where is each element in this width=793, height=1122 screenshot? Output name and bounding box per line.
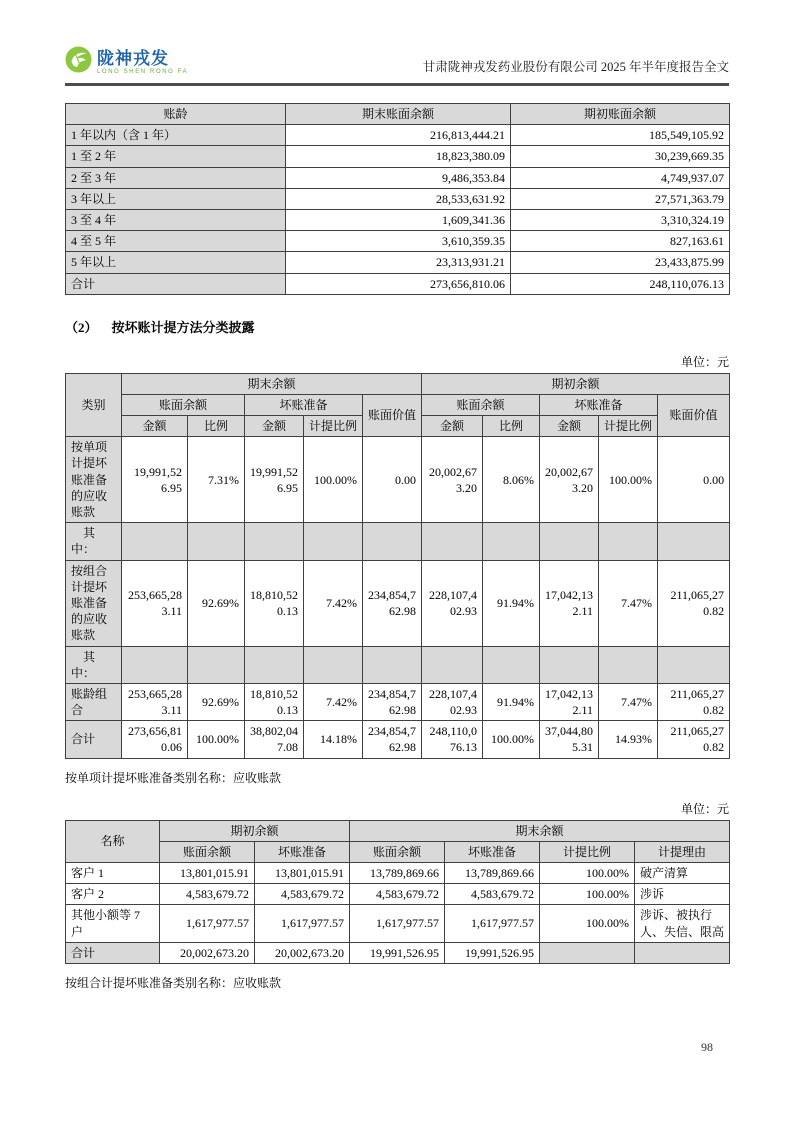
note-individual: 按单项计提坏账准备类别名称：应收账款 xyxy=(65,770,282,785)
method-table-body xyxy=(66,437,730,758)
row-label-cell: 合计 xyxy=(66,273,286,294)
column-header: 期末余额 xyxy=(350,820,730,841)
column-header: 期初账面余额 xyxy=(511,104,730,125)
column-header: 计提比例 xyxy=(540,841,635,862)
value-cell: 253,665,283.11 xyxy=(122,560,188,646)
value-cell xyxy=(122,523,188,560)
value-cell: 19,991,526.95 xyxy=(122,437,188,523)
value-cell: 234,854,762.98 xyxy=(363,721,422,758)
column-header: 账面价值 xyxy=(363,394,422,436)
row-label-cell: 其中： xyxy=(66,646,122,683)
column-header: 计提理由 xyxy=(635,841,730,862)
column-header: 账面余额 xyxy=(350,841,445,862)
column-header: 坏账准备 xyxy=(540,394,658,415)
value-cell: 涉诉 xyxy=(635,884,730,905)
column-header: 期初余额 xyxy=(160,820,350,841)
row-label-cell: 3 年以上 xyxy=(66,188,286,209)
column-header: 类别 xyxy=(66,373,122,437)
value-cell xyxy=(304,523,363,560)
table-row xyxy=(66,942,730,963)
value-cell: 91.94% xyxy=(483,560,540,646)
column-header: 账面余额 xyxy=(422,394,540,415)
aging-table-header xyxy=(66,104,730,125)
table-row xyxy=(66,905,730,942)
section-heading xyxy=(65,317,729,336)
value-cell: 273,656,810.06 xyxy=(122,721,188,758)
table-row xyxy=(66,273,730,294)
column-header: 期初余额 xyxy=(422,373,730,394)
row-label-cell: 5 年以上 xyxy=(66,252,286,273)
table-header-row xyxy=(66,394,730,415)
value-cell xyxy=(483,523,540,560)
individual-table-body xyxy=(66,863,730,964)
value-cell: 253,665,283.11 xyxy=(122,683,188,720)
value-cell: 破产清算 xyxy=(635,863,730,884)
column-header: 账面余额 xyxy=(160,841,255,862)
column-header: 名称 xyxy=(66,820,160,862)
value-cell xyxy=(363,523,422,560)
column-header: 期末余额 xyxy=(122,373,422,394)
aging-table-body xyxy=(66,125,730,295)
value-cell: 100.00% xyxy=(483,721,540,758)
column-header: 金额 xyxy=(122,416,188,437)
table-header-row xyxy=(66,820,730,841)
value-cell xyxy=(422,646,483,683)
table-row xyxy=(66,683,730,720)
value-cell: 9,486,353.84 xyxy=(286,167,511,188)
value-cell: 8.06% xyxy=(483,437,540,523)
value-cell: 100.00% xyxy=(188,721,245,758)
value-cell xyxy=(658,646,730,683)
value-cell: 38,802,047.08 xyxy=(245,721,304,758)
value-cell: 827,163.61 xyxy=(511,231,730,252)
value-cell: 4,583,679.72 xyxy=(445,884,540,905)
table-row xyxy=(66,209,730,230)
value-cell: 20,002,673.20 xyxy=(540,437,599,523)
value-cell: 28,533,631.92 xyxy=(286,188,511,209)
table-row xyxy=(66,167,730,188)
value-cell: 13,789,869.66 xyxy=(350,863,445,884)
value-cell: 17,042,132.11 xyxy=(540,683,599,720)
value-cell: 涉诉、被执行人、失信、限高 xyxy=(635,905,730,942)
value-cell: 248,110,076.13 xyxy=(422,721,483,758)
row-label-cell: 合计 xyxy=(66,721,122,758)
value-cell: 3,310,324.19 xyxy=(511,209,730,230)
value-cell: 7.47% xyxy=(599,560,658,646)
row-label-cell: 1 年以内（含 1 年） xyxy=(66,125,286,146)
value-cell: 4,583,679.72 xyxy=(160,884,255,905)
table-header-row xyxy=(66,373,730,394)
table-row xyxy=(66,884,730,905)
value-cell xyxy=(599,646,658,683)
method-table xyxy=(65,373,730,759)
value-cell: 23,313,931.21 xyxy=(286,252,511,273)
column-header: 账龄 xyxy=(66,104,286,125)
row-label-cell: 按组合计提坏账准备的应收账款 xyxy=(66,560,122,646)
row-label-cell: 客户 2 xyxy=(66,884,160,905)
column-header: 坏账准备 xyxy=(445,841,540,862)
value-cell: 18,810,520.13 xyxy=(245,560,304,646)
row-label-cell: 2 至 3 年 xyxy=(66,167,286,188)
value-cell: 13,789,869.66 xyxy=(445,863,540,884)
value-cell: 100.00% xyxy=(540,905,635,942)
value-cell: 100.00% xyxy=(540,863,635,884)
value-cell: 273,656,810.06 xyxy=(286,273,511,294)
value-cell: 92.69% xyxy=(188,683,245,720)
value-cell: 7.31% xyxy=(188,437,245,523)
column-header: 比例 xyxy=(483,416,540,437)
value-cell: 100.00% xyxy=(540,884,635,905)
note-portfolio: 按组合计提坏账准备类别名称：应收账款 xyxy=(65,975,282,990)
row-label-cell: 4 至 5 年 xyxy=(66,231,286,252)
value-cell xyxy=(188,523,245,560)
value-cell: 1,617,977.57 xyxy=(445,905,540,942)
table-row xyxy=(66,560,730,646)
row-label-cell: 按单项计提坏账准备的应收账款 xyxy=(66,437,122,523)
page-number: 98 xyxy=(701,1040,713,1054)
value-cell: 228,107,402.93 xyxy=(422,683,483,720)
value-cell xyxy=(540,942,635,963)
value-cell: 1,609,341.36 xyxy=(286,209,511,230)
value-cell: 20,002,673.20 xyxy=(255,942,350,963)
value-cell: 211,065,270.82 xyxy=(658,721,730,758)
table-row xyxy=(66,437,730,523)
column-header: 账面余额 xyxy=(122,394,245,415)
value-cell: 20,002,673.20 xyxy=(422,437,483,523)
value-cell xyxy=(245,523,304,560)
unit-label: 单位：元 xyxy=(680,354,729,369)
value-cell: 0.00 xyxy=(363,437,422,523)
value-cell: 211,065,270.82 xyxy=(658,560,730,646)
company-logo xyxy=(65,46,188,78)
logo-brand-en: LONG SHEN RONG FA xyxy=(97,68,189,75)
value-cell xyxy=(122,646,188,683)
value-cell: 7.42% xyxy=(304,560,363,646)
value-cell: 18,823,380.09 xyxy=(286,146,511,167)
value-cell: 92.69% xyxy=(188,560,245,646)
row-label-cell: 3 至 4 年 xyxy=(66,209,286,230)
value-cell: 185,549,105.92 xyxy=(511,125,730,146)
table-row xyxy=(66,125,730,146)
value-cell xyxy=(188,646,245,683)
table-header-row xyxy=(66,104,730,125)
row-label-cell: 1 至 2 年 xyxy=(66,146,286,167)
column-header: 金额 xyxy=(422,416,483,437)
value-cell: 30,239,669.35 xyxy=(511,146,730,167)
row-label-cell: 账龄组合 xyxy=(66,683,122,720)
row-label-cell: 合计 xyxy=(66,942,160,963)
value-cell: 234,854,762.98 xyxy=(363,683,422,720)
value-cell xyxy=(635,942,730,963)
value-cell: 13,801,015.91 xyxy=(255,863,350,884)
value-cell: 17,042,132.11 xyxy=(540,560,599,646)
table-row xyxy=(66,188,730,209)
value-cell: 7.42% xyxy=(304,683,363,720)
value-cell: 3,610,359.35 xyxy=(286,231,511,252)
value-cell: 228,107,402.93 xyxy=(422,560,483,646)
value-cell xyxy=(658,523,730,560)
value-cell: 4,583,679.72 xyxy=(350,884,445,905)
table-row xyxy=(66,721,730,758)
value-cell: 19,991,526.95 xyxy=(350,942,445,963)
section-number: （2） xyxy=(65,319,98,335)
column-header: 比例 xyxy=(188,416,245,437)
column-header: 坏账准备 xyxy=(245,394,363,415)
row-label-cell: 其中： xyxy=(66,523,122,560)
individual-table-header xyxy=(66,820,730,862)
logo-circle-icon xyxy=(65,46,92,78)
table-row xyxy=(66,146,730,167)
section-title: 按坏账计提方法分类披露 xyxy=(111,319,255,335)
logo-text xyxy=(97,50,188,75)
method-table-header xyxy=(66,373,730,437)
logo-brand-cn: 陇神戎发 xyxy=(97,48,169,68)
unit-label: 单位：元 xyxy=(680,801,729,816)
individual-table xyxy=(65,820,730,964)
value-cell xyxy=(540,646,599,683)
value-cell: 19,991,526.95 xyxy=(245,437,304,523)
value-cell: 7.47% xyxy=(599,683,658,720)
value-cell: 234,854,762.98 xyxy=(363,560,422,646)
value-cell: 211,065,270.82 xyxy=(658,683,730,720)
value-cell: 91.94% xyxy=(483,683,540,720)
value-cell: 248,110,076.13 xyxy=(511,273,730,294)
value-cell: 23,433,875.99 xyxy=(511,252,730,273)
column-header: 计提比例 xyxy=(304,416,363,437)
header-divider xyxy=(65,83,729,86)
value-cell xyxy=(245,646,304,683)
value-cell: 4,583,679.72 xyxy=(255,884,350,905)
value-cell: 20,002,673.20 xyxy=(160,942,255,963)
aging-table xyxy=(65,103,730,295)
column-header: 账面价值 xyxy=(658,394,730,436)
value-cell: 0.00 xyxy=(658,437,730,523)
table-row xyxy=(66,863,730,884)
value-cell: 27,571,363.79 xyxy=(511,188,730,209)
value-cell xyxy=(599,523,658,560)
table-row xyxy=(66,252,730,273)
table-row xyxy=(66,231,730,252)
table-row xyxy=(66,646,730,683)
column-header: 坏账准备 xyxy=(255,841,350,862)
value-cell: 18,810,520.13 xyxy=(245,683,304,720)
column-header: 期末账面余额 xyxy=(286,104,511,125)
value-cell: 1,617,977.57 xyxy=(350,905,445,942)
row-label-cell: 其他小额等 7 户 xyxy=(66,905,160,942)
value-cell: 1,617,977.57 xyxy=(255,905,350,942)
table-row xyxy=(66,523,730,560)
value-cell: 14.18% xyxy=(304,721,363,758)
value-cell: 100.00% xyxy=(599,437,658,523)
value-cell: 19,991,526.95 xyxy=(445,942,540,963)
value-cell: 37,044,805.31 xyxy=(540,721,599,758)
value-cell xyxy=(483,646,540,683)
column-header: 计提比例 xyxy=(599,416,658,437)
value-cell: 13,801,015.91 xyxy=(160,863,255,884)
value-cell: 100.00% xyxy=(304,437,363,523)
value-cell: 216,813,444.21 xyxy=(286,125,511,146)
value-cell: 14.93% xyxy=(599,721,658,758)
value-cell xyxy=(363,646,422,683)
value-cell xyxy=(540,523,599,560)
document-title: 甘肃陇神戎发药业股份有限公司 2025 年半年度报告全文 xyxy=(422,60,729,74)
column-header: 金额 xyxy=(540,416,599,437)
value-cell xyxy=(304,646,363,683)
column-header: 金额 xyxy=(245,416,304,437)
page-header xyxy=(65,46,729,83)
value-cell: 4,749,937.07 xyxy=(511,167,730,188)
value-cell: 1,617,977.57 xyxy=(160,905,255,942)
table-header-row xyxy=(66,841,730,862)
row-label-cell: 客户 1 xyxy=(66,863,160,884)
value-cell xyxy=(422,523,483,560)
